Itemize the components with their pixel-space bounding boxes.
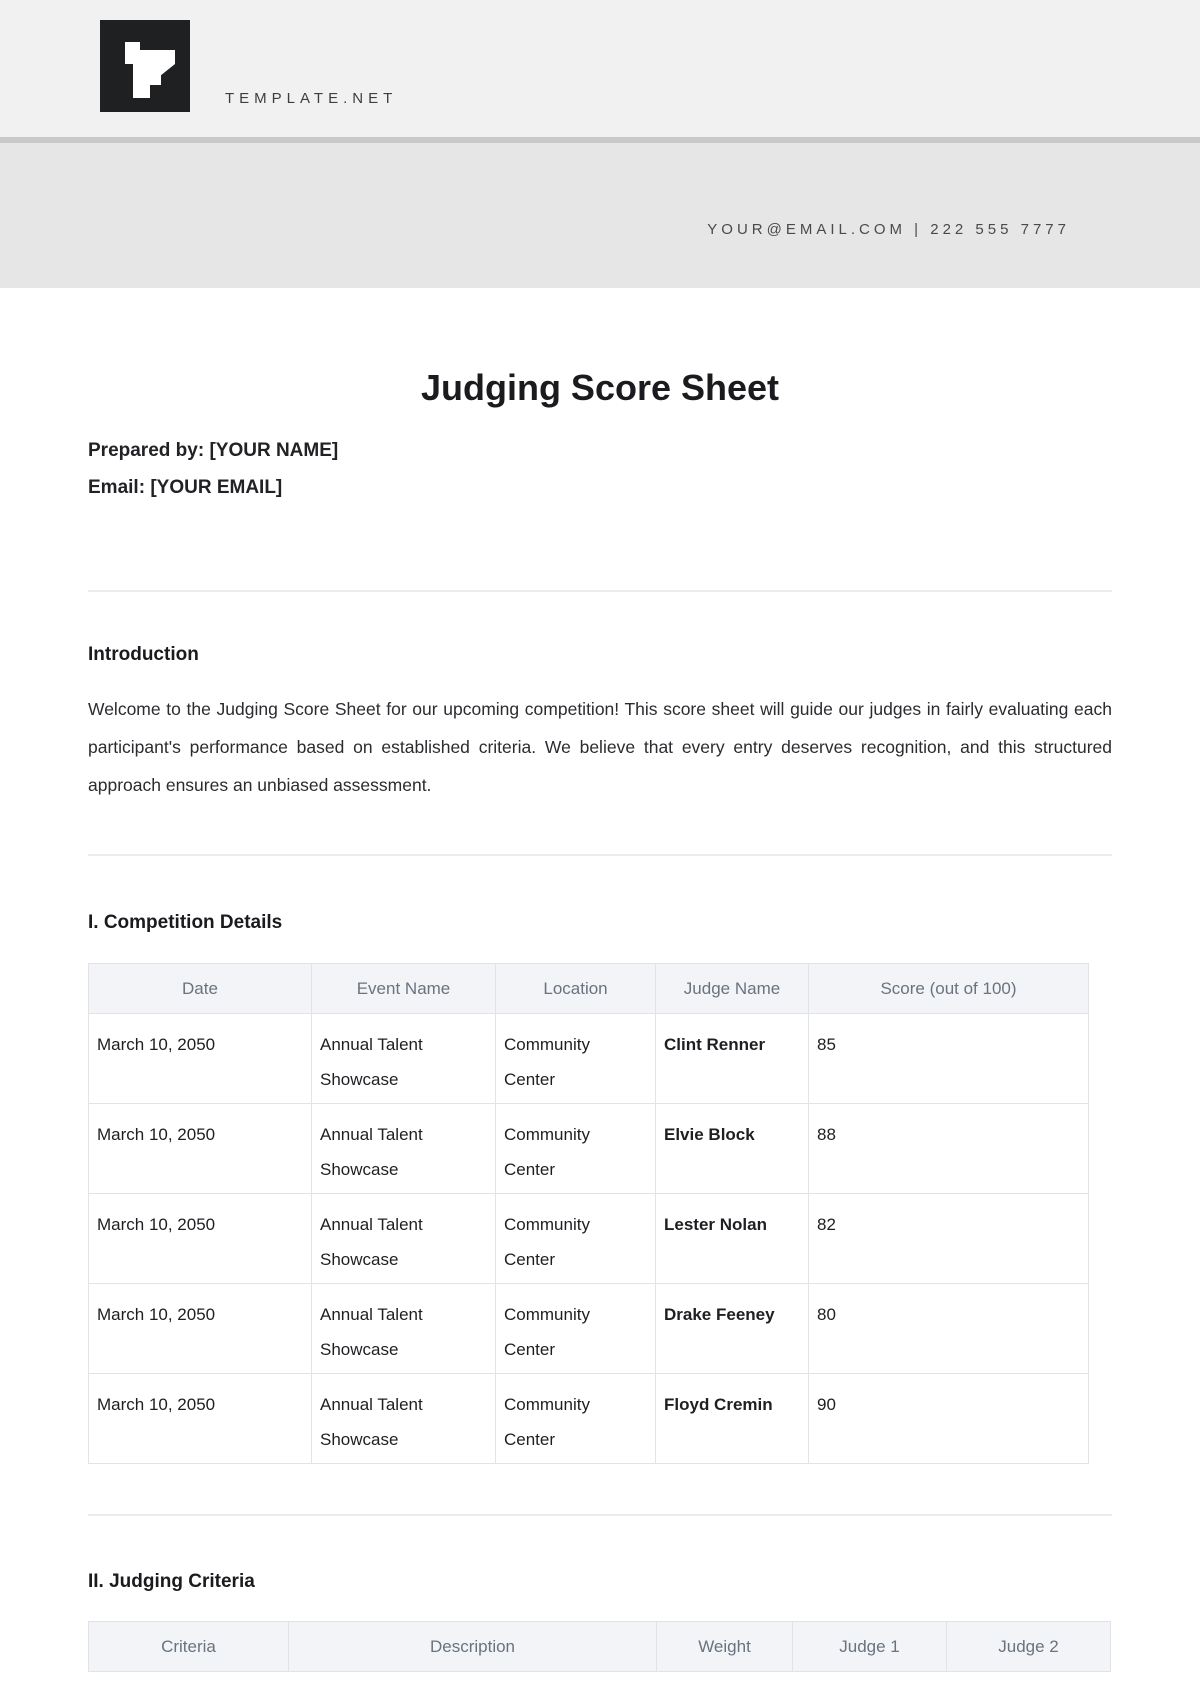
cell-judge-name: Floyd Cremin <box>656 1374 809 1464</box>
introduction-heading: Introduction <box>88 644 199 665</box>
contact-band <box>0 143 1200 288</box>
brand-name: TEMPLATE.NET <box>225 90 398 107</box>
table-header-row <box>89 964 1089 1014</box>
cell-score: 88 <box>809 1104 1089 1194</box>
cell-location: Community Center <box>496 1104 656 1194</box>
cell-score: 80 <box>809 1284 1089 1374</box>
table-row <box>89 1104 1089 1194</box>
column-header-description: Description <box>289 1622 657 1672</box>
prepared-by-line <box>88 432 1112 469</box>
judging-criteria-heading: II. Judging Criteria <box>88 1571 255 1592</box>
table-header-row <box>89 1622 1111 1672</box>
column-header-event-name: Event Name <box>312 964 496 1014</box>
introduction-paragraph: Welcome to the Judging Score Sheet for our upcoming competition! This score sheet will guide our judges in fairly evaluating each participant's performance based on established criteria. We believe that every entry deserves recognition, and this structured approach ensures an unbiased assessment. <box>88 699 1112 795</box>
column-header-weight: Weight <box>657 1622 793 1672</box>
contact-info: YOUR@EMAIL.COM | 222 555 7777 <box>707 221 1070 238</box>
cell-location: Community Center <box>496 1284 656 1374</box>
cell-judge-name: Clint Renner <box>656 1014 809 1104</box>
column-header-criteria: Criteria <box>89 1622 289 1672</box>
prepared-by-value: [YOUR NAME] <box>209 440 339 461</box>
cell-date: March 10, 2050 <box>89 1284 312 1374</box>
column-header-judge-2: Judge 2 <box>947 1622 1111 1672</box>
cell-judge-name: Elvie Block <box>656 1104 809 1194</box>
page-content <box>0 366 1200 1672</box>
cell-location: Community Center <box>496 1194 656 1284</box>
column-header-judge-1: Judge 1 <box>793 1622 947 1672</box>
cell-score: 90 <box>809 1374 1089 1464</box>
page-title: Judging Score Sheet <box>420 367 780 408</box>
column-header-judge-name: Judge Name <box>656 964 809 1014</box>
cell-location: Community Center <box>496 1014 656 1104</box>
cell-location: Community Center <box>496 1374 656 1464</box>
judging-criteria-table <box>88 1621 1111 1672</box>
column-header-score: Score (out of 100) <box>809 964 1089 1014</box>
table-row <box>89 1194 1089 1284</box>
column-header-date: Date <box>89 964 312 1014</box>
competition-details-heading: I. Competition Details <box>88 912 283 933</box>
email-label: Email: <box>88 477 146 498</box>
cell-score: 82 <box>809 1194 1089 1284</box>
table-row <box>89 1014 1089 1104</box>
table-row <box>89 1284 1089 1374</box>
column-header-location: Location <box>496 964 656 1014</box>
email-value: [YOUR EMAIL] <box>150 477 283 498</box>
cell-event-name: Annual Talent Showcase <box>312 1284 496 1374</box>
email-line <box>88 469 1112 506</box>
templatenet-logo-icon <box>100 20 190 112</box>
cell-date: March 10, 2050 <box>89 1374 312 1464</box>
cell-date: March 10, 2050 <box>89 1104 312 1194</box>
cell-judge-name: Lester Nolan <box>656 1194 809 1284</box>
cell-date: March 10, 2050 <box>89 1014 312 1104</box>
cell-event-name: Annual Talent Showcase <box>312 1104 496 1194</box>
cell-event-name: Annual Talent Showcase <box>312 1014 496 1104</box>
letterhead <box>0 0 1200 137</box>
prepared-by-label: Prepared by: <box>88 440 205 461</box>
cell-date: March 10, 2050 <box>89 1194 312 1284</box>
competition-details-table <box>88 963 1089 1464</box>
section-divider <box>88 1514 1112 1516</box>
cell-score: 85 <box>809 1014 1089 1104</box>
cell-event-name: Annual Talent Showcase <box>312 1374 496 1464</box>
section-divider <box>88 854 1112 856</box>
cell-judge-name: Drake Feeney <box>656 1284 809 1374</box>
section-divider <box>88 590 1112 592</box>
cell-event-name: Annual Talent Showcase <box>312 1194 496 1284</box>
table-row <box>89 1374 1089 1464</box>
